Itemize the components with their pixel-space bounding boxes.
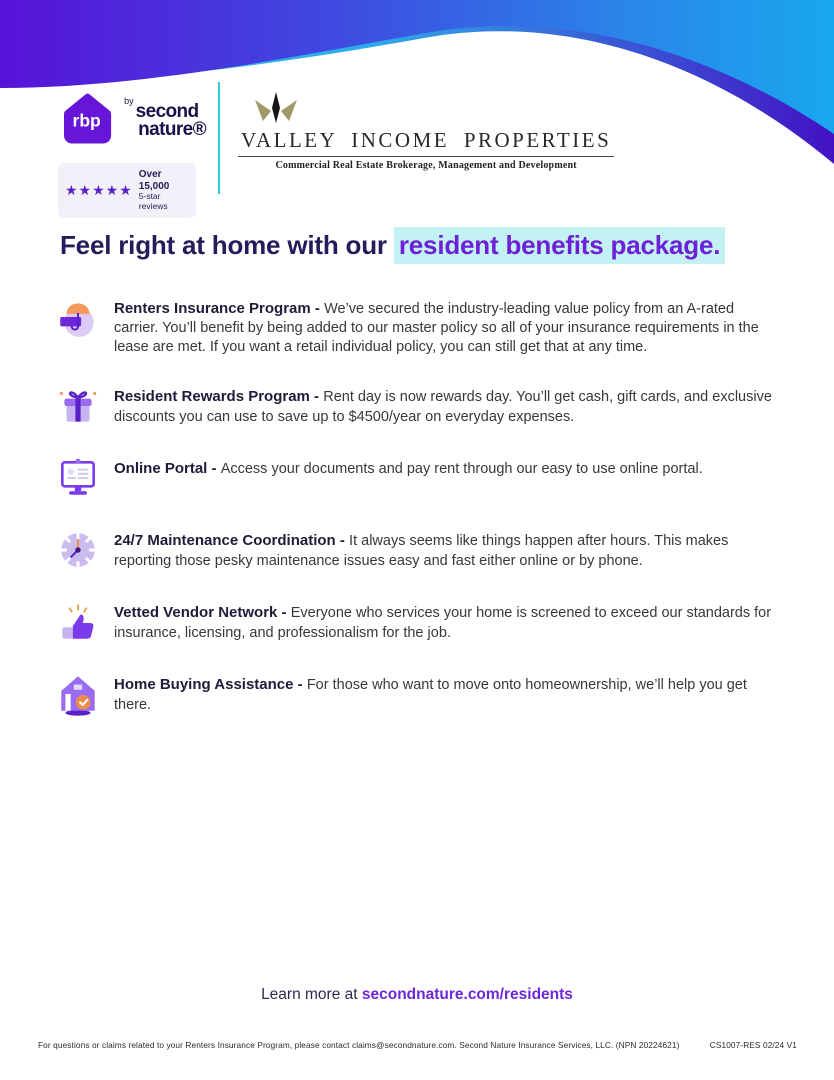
rbp-brand-block [58, 88, 206, 218]
benefit-text [114, 603, 782, 642]
gift-icon [55, 383, 101, 429]
headline-highlight: resident benefits package. [394, 227, 725, 264]
document-code: CS1007-RES 02/24 V1 [709, 1040, 797, 1050]
thumbs-up-icon [55, 599, 101, 645]
clock-icon [55, 527, 101, 573]
headline-prefix: Feel right at home with our [60, 230, 394, 260]
benefit-description: We’ve secured the industry-leading value policy from an A-rated carrier. You’ll benefit by being added to our master policy so all of your insurance requirements in the lease are met. If you want a retail individual policy, you can still get that at any time. [114, 301, 759, 356]
benefits-list [55, 299, 785, 717]
learn-more-link[interactable]: secondnature.com/residents [361, 986, 573, 1003]
by-label: by [124, 96, 134, 107]
rbp-logo-text: rbp [72, 110, 101, 131]
partner-tagline: Commercial Real Estate Brokerage, Management and Development [275, 160, 577, 171]
benefit-text [114, 299, 782, 357]
list-item [55, 299, 785, 357]
benefit-description: Rent day is now rewards day. You’ll get cash, gift cards, and exclusive discounts you can use to save up to $4500/year on everyday expenses. [114, 389, 772, 425]
review-badge [58, 163, 196, 218]
benefit-text [114, 531, 782, 570]
benefit-description: Everyone who services your home is screened to exceed our standards for insurance, licensing, and professionalism for the job. [114, 605, 772, 641]
learn-more-line [0, 986, 834, 1004]
five-star-icons: ★★★★★ [65, 182, 133, 199]
umbrella-insurance-icon [55, 295, 101, 341]
benefit-title: Home Buying Assistance - [114, 676, 307, 694]
benefit-title: Renters Insurance Program - [114, 300, 325, 317]
benefit-text [114, 459, 782, 479]
benefit-title: Online Portal - [114, 460, 221, 478]
benefit-description: It always seems like things happen after hours. This makes reporting those pesky maintenance issues easy and fast either online or by phone. [114, 533, 729, 569]
brand-word-nature: nature® [138, 119, 206, 141]
page-title [60, 230, 725, 261]
monitor-icon [55, 455, 101, 501]
review-count: Over 15,000 [138, 169, 170, 192]
list-item [55, 531, 785, 573]
list-item [55, 675, 785, 717]
benefit-title: Vetted Vendor Network - [114, 604, 291, 622]
benefit-title: 24/7 Maintenance Coordination - [114, 532, 350, 550]
rbp-logo-icon [58, 88, 117, 150]
brand-row [58, 88, 614, 218]
learn-more-prefix: Learn more at [261, 986, 362, 1003]
list-item [55, 387, 785, 429]
partner-name: VALLEY INCOME PROPERTIES [238, 128, 614, 157]
benefit-text [114, 387, 782, 426]
benefit-description: For those who want to move onto homeownership, we’ll help you get there. [114, 677, 747, 713]
benefit-description: Access your documents and pay rent through our easy to use online portal. [220, 461, 703, 478]
review-caption: 5-star reviews [138, 191, 168, 211]
brand-word-second: second [135, 101, 199, 123]
benefit-title: Resident Rewards Program - [114, 388, 324, 406]
valley-fan-icon [252, 90, 300, 126]
partner-logo-block [238, 88, 614, 171]
logo-divider [218, 82, 220, 194]
rbp-logo-lockup [58, 88, 206, 150]
review-text [139, 169, 189, 212]
house-check-icon [55, 671, 101, 717]
legal-text: For questions or claims related to your Renters Insurance Program, please contact claims@secondnature.com. Second Nature Insurance Services, LLC. (NPN 20224621) [38, 1040, 680, 1050]
fine-print-row [38, 1040, 797, 1050]
list-item [55, 459, 785, 501]
benefit-text [114, 675, 782, 714]
list-item [55, 603, 785, 645]
second-nature-wordmark [124, 96, 206, 141]
